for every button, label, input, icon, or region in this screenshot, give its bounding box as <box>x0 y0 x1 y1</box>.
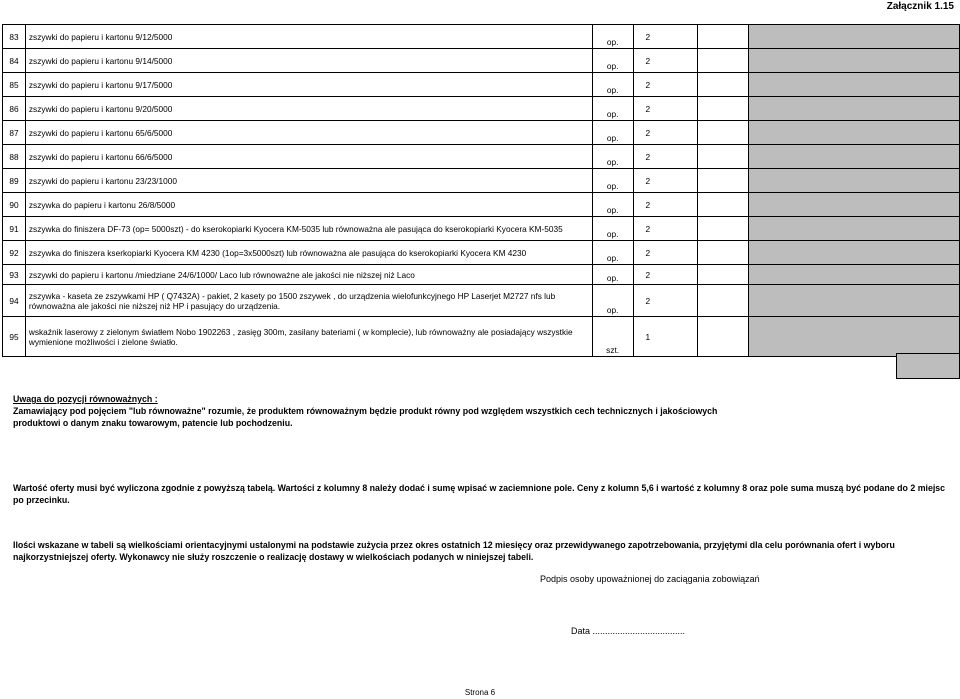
item-price-cell[interactable] <box>698 317 749 357</box>
item-value-cell[interactable] <box>748 73 959 97</box>
item-unit: op. <box>592 217 633 241</box>
item-unit: op. <box>592 145 633 169</box>
item-price-cell[interactable] <box>698 49 749 73</box>
date-field: Data ..................................... <box>571 626 686 636</box>
item-value-cell[interactable] <box>748 25 959 49</box>
item-price-cell[interactable] <box>698 97 749 121</box>
table-row <box>3 73 960 97</box>
item-value-cell[interactable] <box>748 317 959 357</box>
item-description: zszywka do finiszera DF-73 (op= 5000szt) - do kserokopiarki Kyocera KM-5035 lub równoważna ale pasująca do kserokopiarki Kyocera KM-5035 <box>25 217 592 241</box>
item-unit: op. <box>592 73 633 97</box>
table-row <box>3 145 960 169</box>
item-price-cell[interactable] <box>698 169 749 193</box>
item-quantity: 2 <box>633 217 698 241</box>
item-unit: op. <box>592 193 633 217</box>
item-price-cell[interactable] <box>698 193 749 217</box>
table-row <box>3 193 960 217</box>
item-number: 94 <box>3 285 26 317</box>
item-unit: op. <box>592 265 633 285</box>
item-value-cell[interactable] <box>748 193 959 217</box>
table-row <box>3 241 960 265</box>
table-row <box>3 265 960 285</box>
quantities-note: Ilości wskazane w tabeli są wielkościami orientacyjnymi ustalonymi na podstawie zużycia przez okres ostatnich 12 miesięcy oraz przewidywanego zapotrzebowania, przyjętymi dla celu porównania ofert i wyboru najkorzystniejszej oferty. Wykonawcy nie służy roszczenie o realizację dostawy w wielkościach podanych w niniejszej tabeli. <box>13 540 895 562</box>
item-quantity: 2 <box>633 145 698 169</box>
table-row <box>3 285 960 317</box>
item-description: zszywki do papieru i kartonu 9/14/5000 <box>25 49 592 73</box>
item-number: 91 <box>3 217 26 241</box>
pricing-note: Wartość oferty musi być wyliczona zgodnie z powyższą tabelą. Wartości z kolumny 8 należy dodać i sumę wpisać w zaciemnione pole. Ceny z kolumn 5,6 i wartość z kolumny 8 oraz pole suma muszą być podane do 2 miejsc po przecinku. <box>13 483 946 505</box>
table-row <box>3 217 960 241</box>
table-row <box>3 121 960 145</box>
items-table <box>2 24 960 357</box>
item-unit: op. <box>592 49 633 73</box>
item-description: zszywki do papieru i kartonu /miedziane 24/6/1000/ Laco lub równoważne ale jakości nie niższej niż Laco <box>25 265 592 285</box>
sum-field[interactable] <box>896 353 960 379</box>
table-row <box>3 169 960 193</box>
table-row <box>3 97 960 121</box>
item-price-cell[interactable] <box>698 73 749 97</box>
item-price-cell[interactable] <box>698 285 749 317</box>
item-description: zszywka - kaseta ze zszywkami HP ( Q7432A) - pakiet, 2 kasety po 1500 zszywek , do urządzenia wielofunkcyjnego HP Laserjet M2727 nfs lub równoważna ale jakości nie niższej niż HP i pasujący do urządzenia. <box>25 285 592 317</box>
item-value-cell[interactable] <box>748 265 959 285</box>
item-quantity: 2 <box>633 241 698 265</box>
item-number: 88 <box>3 145 26 169</box>
item-unit: op. <box>592 285 633 317</box>
item-value-cell[interactable] <box>748 121 959 145</box>
item-price-cell[interactable] <box>698 217 749 241</box>
item-number: 89 <box>3 169 26 193</box>
item-price-cell[interactable] <box>698 25 749 49</box>
item-price-cell[interactable] <box>698 121 749 145</box>
item-unit: op. <box>592 121 633 145</box>
page-number: Strona 6 <box>464 688 496 697</box>
item-number: 90 <box>3 193 26 217</box>
item-description: zszywka do papieru i kartonu 26/8/5000 <box>25 193 592 217</box>
item-number: 93 <box>3 265 26 285</box>
item-description: zszywki do papieru i kartonu 9/17/5000 <box>25 73 592 97</box>
item-unit: op. <box>592 169 633 193</box>
item-description: zszywki do papieru i kartonu 9/20/5000 <box>25 97 592 121</box>
item-description: zszywki do papieru i kartonu 66/6/5000 <box>25 145 592 169</box>
item-unit: szt. <box>592 317 633 357</box>
item-number: 92 <box>3 241 26 265</box>
table-row <box>3 49 960 73</box>
item-quantity: 2 <box>633 169 698 193</box>
item-price-cell[interactable] <box>698 241 749 265</box>
item-quantity: 2 <box>633 121 698 145</box>
table-row <box>3 25 960 49</box>
item-quantity: 2 <box>633 193 698 217</box>
item-quantity: 2 <box>633 97 698 121</box>
item-value-cell[interactable] <box>748 97 959 121</box>
item-number: 83 <box>3 25 26 49</box>
item-description: zszywki do papieru i kartonu 9/12/5000 <box>25 25 592 49</box>
attachment-label: Załącznik 1.15 <box>886 1 954 12</box>
note-heading: Uwaga do pozycji równoważnych : <box>13 394 158 404</box>
item-unit: op. <box>592 241 633 265</box>
item-number: 95 <box>3 317 26 357</box>
item-value-cell[interactable] <box>748 145 959 169</box>
item-description: zszywka do finiszera kserkopiarki Kyocera KM 4230 (1op=3x5000szt) lub równoważna ale pasująca do kserokopiarki Kyocera KM 4230 <box>25 241 592 265</box>
item-value-cell[interactable] <box>748 217 959 241</box>
signature-label: Podpis osoby upoważnionej do zaciągania zobowiązań <box>540 574 760 584</box>
item-value-cell[interactable] <box>748 241 959 265</box>
item-quantity: 2 <box>633 49 698 73</box>
item-quantity: 2 <box>633 73 698 97</box>
item-number: 87 <box>3 121 26 145</box>
table-row <box>3 317 960 357</box>
item-number: 85 <box>3 73 26 97</box>
item-number: 84 <box>3 49 26 73</box>
item-quantity: 2 <box>633 285 698 317</box>
item-unit: op. <box>592 97 633 121</box>
item-unit: op. <box>592 25 633 49</box>
item-quantity: 2 <box>633 265 698 285</box>
item-price-cell[interactable] <box>698 145 749 169</box>
item-quantity: 2 <box>633 25 698 49</box>
note-equivalent-text: Zamawiający pod pojęciem "lub równoważne" rozumie, że produktem równoważnym będzie produkt równy pod względem wszystkich cech technicznych i jakościowych produktowi o danym znaku towarowym, patencie lub pochodzeniu. <box>13 406 718 428</box>
item-description: wskaźnik laserowy z zielonym światłem Nobo 1902263 , zasięg 300m, zasilany bateriami ( w komplecie), lub równoważny ale posiadający wszystkie wymienione możliwości i zielone światło. <box>25 317 592 357</box>
equivalent-note <box>13 393 753 429</box>
item-quantity: 1 <box>633 317 698 357</box>
item-description: zszywki do papieru i kartonu 23/23/1000 <box>25 169 592 193</box>
item-value-cell[interactable] <box>748 169 959 193</box>
item-number: 86 <box>3 97 26 121</box>
item-value-cell[interactable] <box>748 285 959 317</box>
item-description: zszywki do papieru i kartonu 65/6/5000 <box>25 121 592 145</box>
item-price-cell[interactable] <box>698 265 749 285</box>
item-value-cell[interactable] <box>748 49 959 73</box>
